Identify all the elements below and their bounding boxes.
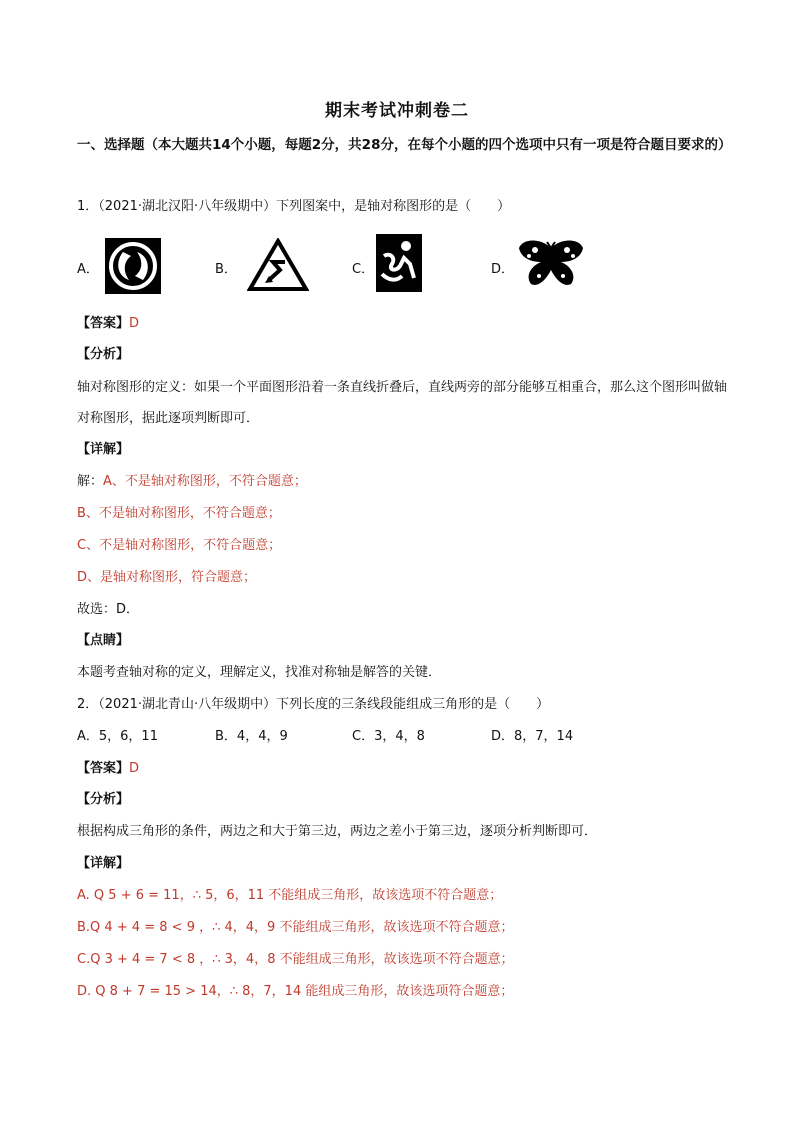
option-c-figure bbox=[376, 234, 422, 292]
section-heading: 一、选择题（本大题共14个小题，每题2分，共28分，在每个小题的四个选项中只有一项是符合题目要求的） bbox=[77, 137, 732, 153]
option-b-figure bbox=[247, 238, 309, 292]
q1-comment: 本题考查轴对称的定义，理解定义，找准对称轴是解答的关键． bbox=[77, 665, 442, 680]
option-a-label: A． bbox=[77, 262, 99, 277]
q1-answer bbox=[77, 315, 139, 333]
option-d-figure bbox=[517, 236, 585, 290]
q1-analysis: 轴对称图形的定义：如果一个平面图形沿着一条直线折叠后，直线两旁的部分能够互相重合，那么这个图形叫做轴对称图形，据此逐项判断即可． bbox=[77, 380, 728, 426]
q1-analysis-tag: 【分析】 bbox=[77, 347, 130, 362]
option-b-label: B． bbox=[215, 262, 237, 277]
q1-detail-c: C、不是轴对称图形，不符合题意； bbox=[77, 538, 282, 553]
answer-value: D bbox=[129, 316, 140, 331]
q2-option-d: D．8，7，14 bbox=[491, 729, 574, 744]
q2-detail-a: A. Q 5 + 6 = 11，∴ 5，6，11 不能组成三角形，故该选项不符合题意； bbox=[77, 888, 503, 903]
question-1-stem: 1．（2021·湖北汉阳·八年级期中）下列图案中，是轴对称图形的是（ ） bbox=[77, 199, 511, 214]
q1-detail-a bbox=[77, 473, 307, 491]
q2-detail-b: B.Q 4 + 4 = 8 < 9 ，∴ 4，4，9 不能组成三角形，故该选项不符合题意； bbox=[77, 920, 514, 935]
detail-a-text: A、不是轴对称图形，不符合题意； bbox=[103, 474, 307, 489]
question-2-stem: 2．（2021·湖北青山·八年级期中）下列长度的三条线段能组成三角形的是（ ） bbox=[77, 697, 550, 712]
q2-detail-tag: 【详解】 bbox=[77, 856, 130, 871]
option-c-label: C． bbox=[352, 262, 375, 277]
q1-detail-d: D、是轴对称图形，符合题意； bbox=[77, 570, 257, 585]
option-d-label: D． bbox=[491, 262, 515, 277]
answer-tag: 【答案】 bbox=[77, 316, 130, 331]
option-a-figure bbox=[105, 238, 161, 294]
q2-detail-c: C.Q 3 + 4 = 7 < 8 ，∴ 3，4，8 不能组成三角形，故该选项不符合题意； bbox=[77, 952, 514, 967]
q2-analysis: 根据构成三角形的条件，两边之和大于第三边，两边之差小于第三边，逐项分析判断即可． bbox=[77, 824, 598, 839]
q1-detail-conclusion: 故选：D． bbox=[77, 602, 140, 617]
q2-option-b: B．4，4，9 bbox=[215, 729, 288, 744]
q1-detail-tag: 【详解】 bbox=[77, 442, 130, 457]
q2-detail-d: D. Q 8 + 7 = 15 > 14，∴ 8，7，14 能组成三角形，故该选项符合题意； bbox=[77, 984, 514, 999]
q2-option-a: A．5，6，11 bbox=[77, 729, 158, 744]
q2-analysis-tag: 【分析】 bbox=[77, 792, 130, 807]
answer-tag: 【答案】 bbox=[77, 761, 130, 776]
q1-comment-tag: 【点睛】 bbox=[77, 633, 130, 648]
answer-value: D bbox=[129, 761, 140, 776]
q1-detail-b: B、不是轴对称图形，不符合题意； bbox=[77, 506, 281, 521]
q2-option-c: C．3，4，8 bbox=[352, 729, 425, 744]
detail-prefix: 解： bbox=[77, 474, 104, 489]
page-title: 期末考试冲刺卷二 bbox=[325, 101, 469, 121]
q2-answer bbox=[77, 760, 139, 778]
